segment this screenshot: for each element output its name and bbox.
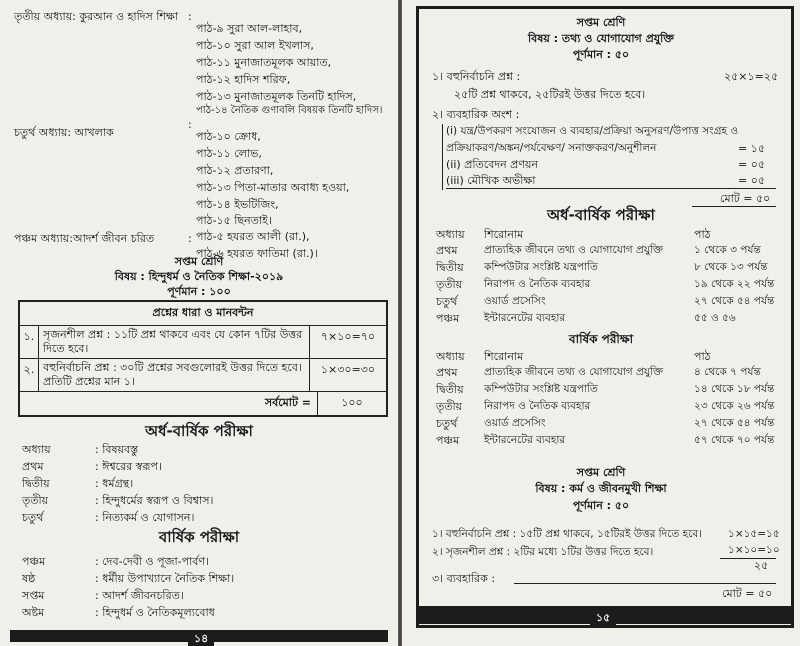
- half-row-b: প্রাত্যহিক জীবনে তথ্য ও যোগাযোগ প্রযুক্তি: [484, 244, 664, 256]
- q1-marks: ২৫×১=২৫: [724, 70, 779, 83]
- half-row-c: ১ থেকে ৩ পর্যন্ত: [694, 244, 761, 256]
- col-chapter: অধ্যায়: [436, 228, 465, 241]
- half-col-a: অধ্যায়: [22, 443, 51, 456]
- annual-col-b: : হিন্দুধর্ম ও নৈতিকমূল্যবোধ: [95, 606, 215, 619]
- half-row-b: ওয়ার্ড প্রসেসিং: [484, 295, 546, 307]
- s2-q2-marks: ১×১০=১০: [728, 544, 780, 556]
- half-col-b: : ধর্মগ্রন্থ।: [95, 477, 134, 490]
- q2-item: (iii) মৌখিক অভীক্ষা: [446, 174, 536, 187]
- row-marks: ৭×১০=৭০: [320, 330, 376, 343]
- full-marks: পূর্ণমান : ৫০: [572, 48, 630, 61]
- half-col-b: : বিষয়বস্তু: [95, 443, 139, 456]
- colon: :: [188, 232, 192, 245]
- q2-item-marks: = ০৫: [738, 158, 766, 171]
- s2-q1-marks: ১×১৫=১৫: [728, 528, 780, 540]
- q2-item: প্রক্রিয়াকরণ/অঙ্কন/পর্যবেক্ষণ/ সনাক্তকরণ/অনুশীলন: [446, 142, 657, 154]
- s2-total: মোট = ৫০: [722, 587, 773, 600]
- q2-item-marks: = ১৫: [738, 142, 765, 155]
- half-col-b: : হিন্দুধর্মের স্বরূপ ও বিশ্বাস।: [95, 494, 214, 507]
- half-col-b: : নিত্যকর্ম ও যোগাসন।: [95, 511, 195, 524]
- subject-title-2: বিষয় : কর্ম ও জীবনমুখী শিক্ষা: [535, 482, 667, 495]
- half-row-a: প্রথম: [436, 244, 458, 257]
- annual-row-a: পঞ্চম: [436, 434, 460, 447]
- ch5-item: পাঠ-৬ হযরত ফাতিমা (রা.)।: [196, 247, 318, 260]
- half-row-a: তৃতীয়: [436, 278, 463, 291]
- annual-col-b: : আদর্শ জীবনচরিত।: [95, 589, 184, 602]
- divider: [446, 188, 776, 189]
- annual-row-c: ২৭ থেকে ৫৪ পর্যন্ত: [694, 417, 775, 429]
- q2-label: ২। ব্যবহারিক অংশ :: [432, 108, 520, 121]
- annual-row-a: প্রথম: [436, 366, 458, 379]
- full-marks: পূর্ণমান : ১০০: [167, 285, 231, 298]
- q2-item-marks: = ০৫: [738, 174, 766, 187]
- annual-col-b: : ধর্মীয় উপাখ্যানে নৈতিক শিক্ষা।: [95, 572, 235, 585]
- annual-row-c: ১৪ থেকে ১৮ পর্যন্ত: [694, 383, 775, 395]
- half-row-a: পঞ্চম: [436, 312, 460, 325]
- half-row-c: ৮ থেকে ১৩ পর্যন্ত: [694, 261, 768, 273]
- annual-row-c: ৫৭ থেকে ৭০ পর্যন্ত: [694, 434, 775, 446]
- ch3-item: পাঠ-১০ সুরা আল ইখলাস,: [196, 39, 314, 52]
- half-row-c: ২৭ থেকে ৫৪ পর্যন্ত: [694, 295, 775, 307]
- annual-title: বার্ষিক পরীক্ষা: [158, 528, 240, 546]
- col-title: শিরোনাম: [484, 350, 524, 363]
- s2-q1: ১। বহুনির্বাচনি প্রশ্ন : ১৫টি প্রশ্ন থাকবে, ১৫টিরই উত্তর দিতে হবে।: [432, 528, 702, 540]
- chapter-5-label: পঞ্চম অধ্যায়:আদর্শ জীবন চরিত: [14, 232, 155, 245]
- half-row-c: ৫৫ ও ৫৬: [694, 312, 736, 324]
- annual-row-a: চতুর্থ: [436, 417, 458, 430]
- ch3-item: পাঠ-১১ মুনাজাতমূলক আয়াত,: [196, 56, 332, 69]
- table-header: প্রশ্নের ধারা ও মানবন্টন: [20, 302, 386, 326]
- half-yearly-title: অর্ধ-বার্ষিক পরীক্ষা: [145, 422, 253, 440]
- half-col-a: দ্বিতীয়: [22, 477, 50, 490]
- annual-row-a: তৃতীয়: [436, 400, 463, 413]
- annual-row-b: নিরাপদ ও নৈতিক ব্যবহার: [484, 400, 591, 412]
- half-row-b: নিরাপদ ও নৈতিক ব্যবহার: [484, 278, 591, 290]
- chapter-3-label: তৃতীয় অধ্যায়: কুরআন ও হাদিস শিক্ষা: [14, 10, 179, 23]
- divider: [442, 124, 443, 190]
- half-col-a: প্রথম: [22, 460, 44, 473]
- page-number: ১৪: [188, 630, 214, 646]
- half-row-b: ইন্টারনেটের ব্যবহার: [484, 312, 566, 324]
- half-col-a: চতুর্থ: [22, 511, 44, 524]
- half-row-c: ১৯ থেকে ২২ পর্যন্ত: [694, 278, 775, 290]
- annual-col-a: পঞ্চম: [22, 555, 46, 568]
- col-chapter: অধ্যায়: [436, 350, 465, 363]
- ch3-item: পাঠ-১৪ নৈতিক গুণাবলি বিষয়ক তিনটি হাদিস।: [196, 105, 383, 116]
- total: মোট = ৫০: [720, 192, 771, 205]
- ch5-item: পাঠ-৫ হযরত আলী (রা.),: [196, 230, 310, 243]
- q2-item: (i) যন্ত্র/উপকরণ সংযোজন ও ব্যবহার/প্রক্রিয়া অনুসরণ/উপাত্ত সংগ্রহ ও: [446, 125, 739, 137]
- question-distribution-table: [18, 300, 388, 417]
- col-lesson: পাঠ: [694, 228, 711, 241]
- col-title: শিরোনাম: [484, 228, 524, 241]
- ch3-item: পাঠ-৯ সুরা আল-লাহাব,: [196, 22, 303, 35]
- ch4-item: পাঠ-১৫ ছিনতাই।: [196, 214, 272, 227]
- row-text: বহুনির্বাচনি প্রশ্ন : ৩০টি প্রশ্নের সবগুলোরই উত্তর দিতে হবে। প্রতিটি প্রশ্নের মান ১।: [39, 359, 310, 391]
- ch4-item: পাঠ-১০ ক্রোধ,: [196, 130, 261, 143]
- class-title: সপ্তম শ্রেণি: [576, 16, 626, 29]
- half-yearly-title: অর্ধ-বার্ষিক পরীক্ষা: [547, 206, 655, 224]
- annual-row-b: কম্পিউটার সংশ্লিষ্ট যন্ত্রপাতি: [484, 383, 598, 395]
- ch4-item: পাঠ-১২ প্রতারণা,: [196, 164, 274, 177]
- table-row: [20, 359, 386, 392]
- annual-row-a: দ্বিতীয়: [436, 383, 464, 396]
- class-title: সপ্তম শ্রেণি: [174, 255, 224, 268]
- ch3-item: পাঠ-১৩ মুনাজাতমূলক তিনটি হাদিস,: [196, 90, 357, 103]
- annual-row-b: প্রাত্যহিক জীবনে তথ্য ও যোগাযোগ প্রযুক্তি: [484, 366, 664, 378]
- annual-col-a: অষ্টম: [22, 606, 45, 619]
- annual-row-c: ৪ থেকে ৭ পর্যন্ত: [694, 366, 761, 378]
- page-number: ১৫: [590, 609, 616, 628]
- half-row-b: কম্পিউটার সংশ্লিষ্ট যন্ত্রপাতি: [484, 261, 598, 273]
- chapter-4-label: চতুর্থ অধ্যায়: আখলাক: [14, 126, 114, 139]
- full-marks-2: পূর্ণমান : ৫০: [572, 499, 630, 512]
- q2-item: (ii) প্রতিবেদন প্রণয়ন: [446, 158, 539, 171]
- ch4-item: পাঠ-১৩ পিতা-মাতার অবাধ্য হওয়া,: [196, 181, 350, 194]
- ch4-item: পাঠ-১৪ ইভটিজিং,: [196, 198, 279, 211]
- annual-row-c: ২৩ থেকে ২৬ পর্যন্ত: [694, 400, 775, 412]
- total-value: ১০০: [317, 392, 386, 415]
- colon: :: [188, 118, 192, 131]
- divider: [514, 583, 776, 584]
- row-number: ২.: [20, 359, 39, 391]
- total-label: সর্বমোট =: [264, 396, 311, 409]
- col-lesson: পাঠ: [694, 350, 711, 363]
- row-marks: ১×৩০=৩০: [320, 363, 376, 376]
- ch4-item: পাঠ-১১ লোভ,: [196, 147, 262, 160]
- left-page: [0, 0, 398, 646]
- subject-title: বিষয় : হিন্দুধর্ম ও নৈতিক শিক্ষা-২০১৯: [114, 270, 284, 283]
- annual-row-b: ইন্টারনেটের ব্যবহার: [484, 434, 566, 446]
- row-number: ১.: [20, 326, 39, 358]
- table-total: [20, 392, 386, 415]
- half-col-b: : ঈশ্বরের স্বরূপ।: [95, 460, 162, 473]
- half-row-a: চতুর্থ: [436, 295, 458, 308]
- colon: :: [188, 10, 192, 23]
- right-page: [402, 0, 800, 646]
- ch3-item: পাঠ-১২ হাদিস শরিফ,: [196, 73, 291, 86]
- s2-q2: ২। সৃজনশীল প্রশ্ন : ২টির মধ্যে ১টির উত্তর দিতে হবে।: [432, 546, 654, 558]
- s2-subtotal: ২৫: [754, 559, 769, 572]
- annual-col-a: সপ্তম: [22, 589, 45, 602]
- s2-q3: ৩। ব্যবহারিক :: [432, 572, 496, 585]
- subject-title: বিষয় : তথ্য ও যোগাযোগ প্রযুক্তি: [528, 32, 674, 45]
- q1-text: ২৫টি প্রশ্ন থাকবে, ২৫টিরই উত্তর দিতে হবে।: [454, 88, 646, 101]
- table-row: [20, 326, 386, 359]
- annual-col-a: ষষ্ঠ: [22, 572, 36, 585]
- row-text: সৃজনশীল প্রশ্ন : ১১টি প্রশ্ন থাকবে এবং যে কোন ৭টির উত্তর দিতে হবে।: [39, 326, 310, 358]
- q1-label: ১। বহুনির্বাচনি প্রশ্ন :: [432, 70, 521, 83]
- class-title-2: সপ্তম শ্রেণি: [576, 466, 626, 479]
- annual-col-b: : দেব-দেবী ও পূজা-পার্বণ।: [95, 555, 209, 568]
- annual-title: বার্ষিক পরীক্ষা: [568, 332, 634, 346]
- annual-row-b: ওয়ার্ড প্রসেসিং: [484, 417, 546, 429]
- half-col-a: তৃতীয়: [22, 494, 49, 507]
- half-row-a: দ্বিতীয়: [436, 261, 464, 274]
